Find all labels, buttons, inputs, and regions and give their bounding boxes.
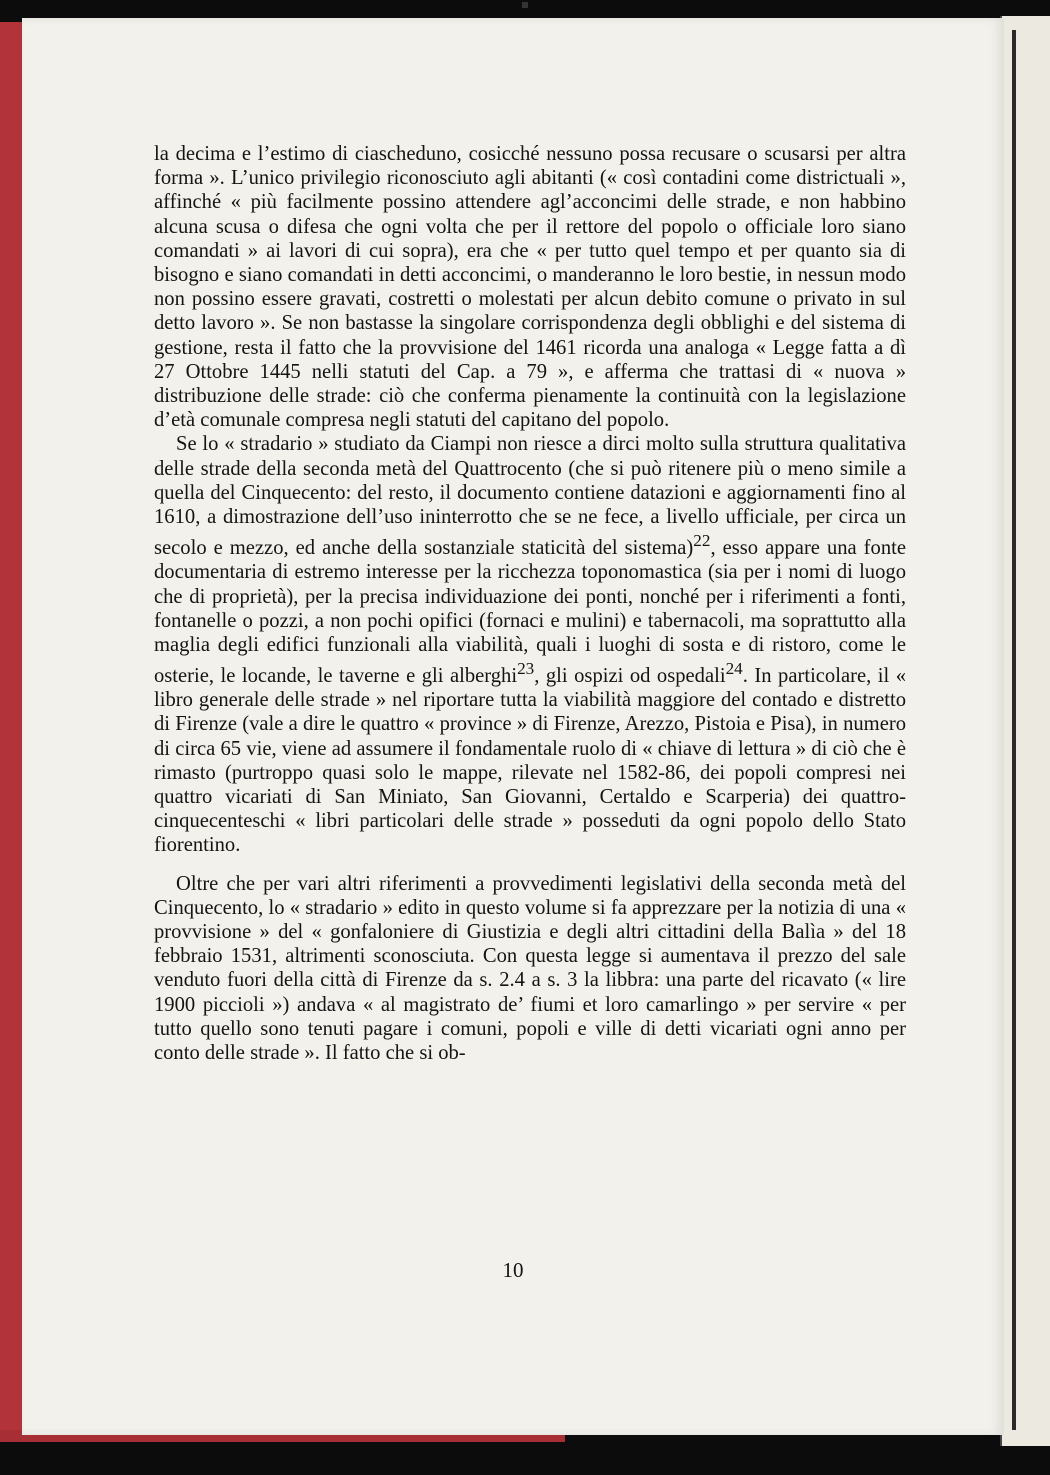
- paragraph-2-segment: Se lo « stradario » studiato da Ciampi non riesce a dirci molto sulla struttura qualitativa delle strade della seconda metà del Quattrocento (che si può ritenere più o meno simile a quella del Cinquecento: del resto, il documento contiene datazioni e aggiornamenti fino al 1610, a dimostrazione dell’uso ininterrotto che se ne fece, a livello ufficiale, per circa un secolo e mezzo, ed anche della sostanziale staticità del sistema): [154, 433, 906, 560]
- paragraph-2-segment: . In particolare, il « libro generale delle strade » nel riportare tutta la viabilità maggiore del contado e distretto di Firenze (vale a dire le quattro « province » di Firenze, Arezzo, Pistoia e Pisa), in numero di circa 65 vie, viene ad assumere il fondamentale ruolo di « chiave di lettura » di ciò che è rimasto (purtroppo quasi solo le mappe, rilevate nel 1582-86, dei popoli compresi nei quattro vicariati di San Miniato, San Giovanni, Certaldo e Scarperia) dei quattro-cinquecenteschi « libri particolari delle strade » posseduti da ogni popolo dello Stato fiorentino.: [154, 664, 906, 857]
- paragraph-2-segment: , esso appare una fonte documentaria di estremo interesse per la ricchezza toponomastica (sia per i nomi di luogo che di proprietà), per la precisa individuazione dei ponti, nonché per i riferimenti a fonti, fontanelle o pozzi, a non pochi opifici (fornaci e mulini) e tabernacoli, ma soprattutto alla maglia degli edifici funzionali alla viabilità, quali i luoghi di sosta e di ristoro, come le osterie, le locande, le taverne e gli alberghi: [154, 537, 906, 687]
- book-cover-edge: [0, 22, 22, 1440]
- body-text: [154, 142, 906, 1065]
- page-number: 10: [502, 1258, 524, 1282]
- paragraph-2: [154, 432, 906, 857]
- page-gutter-shadow: [1012, 30, 1016, 1430]
- book-page: [22, 18, 1004, 1435]
- footnote-ref: 23: [517, 659, 535, 679]
- footnote-ref: 22: [693, 531, 711, 551]
- scan-mark: [522, 2, 528, 8]
- paragraph-3: Oltre che per vari altri riferimenti a provvedimenti legislativi della seconda metà del Cinquecento, lo « stradario » edito in questo volume si fa apprezzare per la notizia di una « provvisione » del « gonfaloniere di Giustizia e degli altri cittadini della Balìa » del 18 febbraio 1531, altrimenti sconosciuta. Con questa legge si aumentava il prezzo del sale venduto fuori della città di Firenze da s. 2.4 a s. 3 la libbra: una parte del ricavato (« lire 1900 piccioli ») andava « al magistrato de’ fiumi et loro camarlingo » per servire « per tutto quello sono tenuti pagare i comuni, popoli e ville di detti vicariati ogni anno per conto delle strade ». Il fatto che si ob-: [154, 872, 906, 1065]
- footnote-ref: 24: [725, 659, 743, 679]
- paragraph-2-segment: , gli ospizi od ospedali: [534, 664, 726, 687]
- paragraph-1: la decima e l’estimo di ciascheduno, cosicché nessuno possa recusare o scusarsi per altra forma ». L’unico privilegio riconosciuto agli abitanti (« così contadini come districtuali », affinché « più facilmente possino attendere agl’acconcimi delle strade, e non habbino alcuna scusa o difesa che ogni volta che per il rettore del popolo o officiale loro siano comandati » ai lavori di cui sopra), era che « per tutto quel tempo et per quanto sia di bisogno e siano comandati in detti acconcimi, o manderanno le loro bestie, in nessun modo non possino essere gravati, costretti o molestati per alcun debito comune o privato in sul detto lavoro ». Se non bastasse la singolare corrispondenza degli obblighi e del sistema di gestione, resta il fatto che la provvisione del 1461 ricorda una analoga « Legge fatta a dì 27 Ottobre 1445 nelli statuti del Cap. a 79 », e afferma che trattasi di « nuova » distribuzione delle strade: ciò che conferma pienamente la continuità con la legislazione d’età comunale compresa negli statuti del capitano del popolo.: [154, 143, 906, 432]
- adjacent-page-edge: [1000, 16, 1050, 1446]
